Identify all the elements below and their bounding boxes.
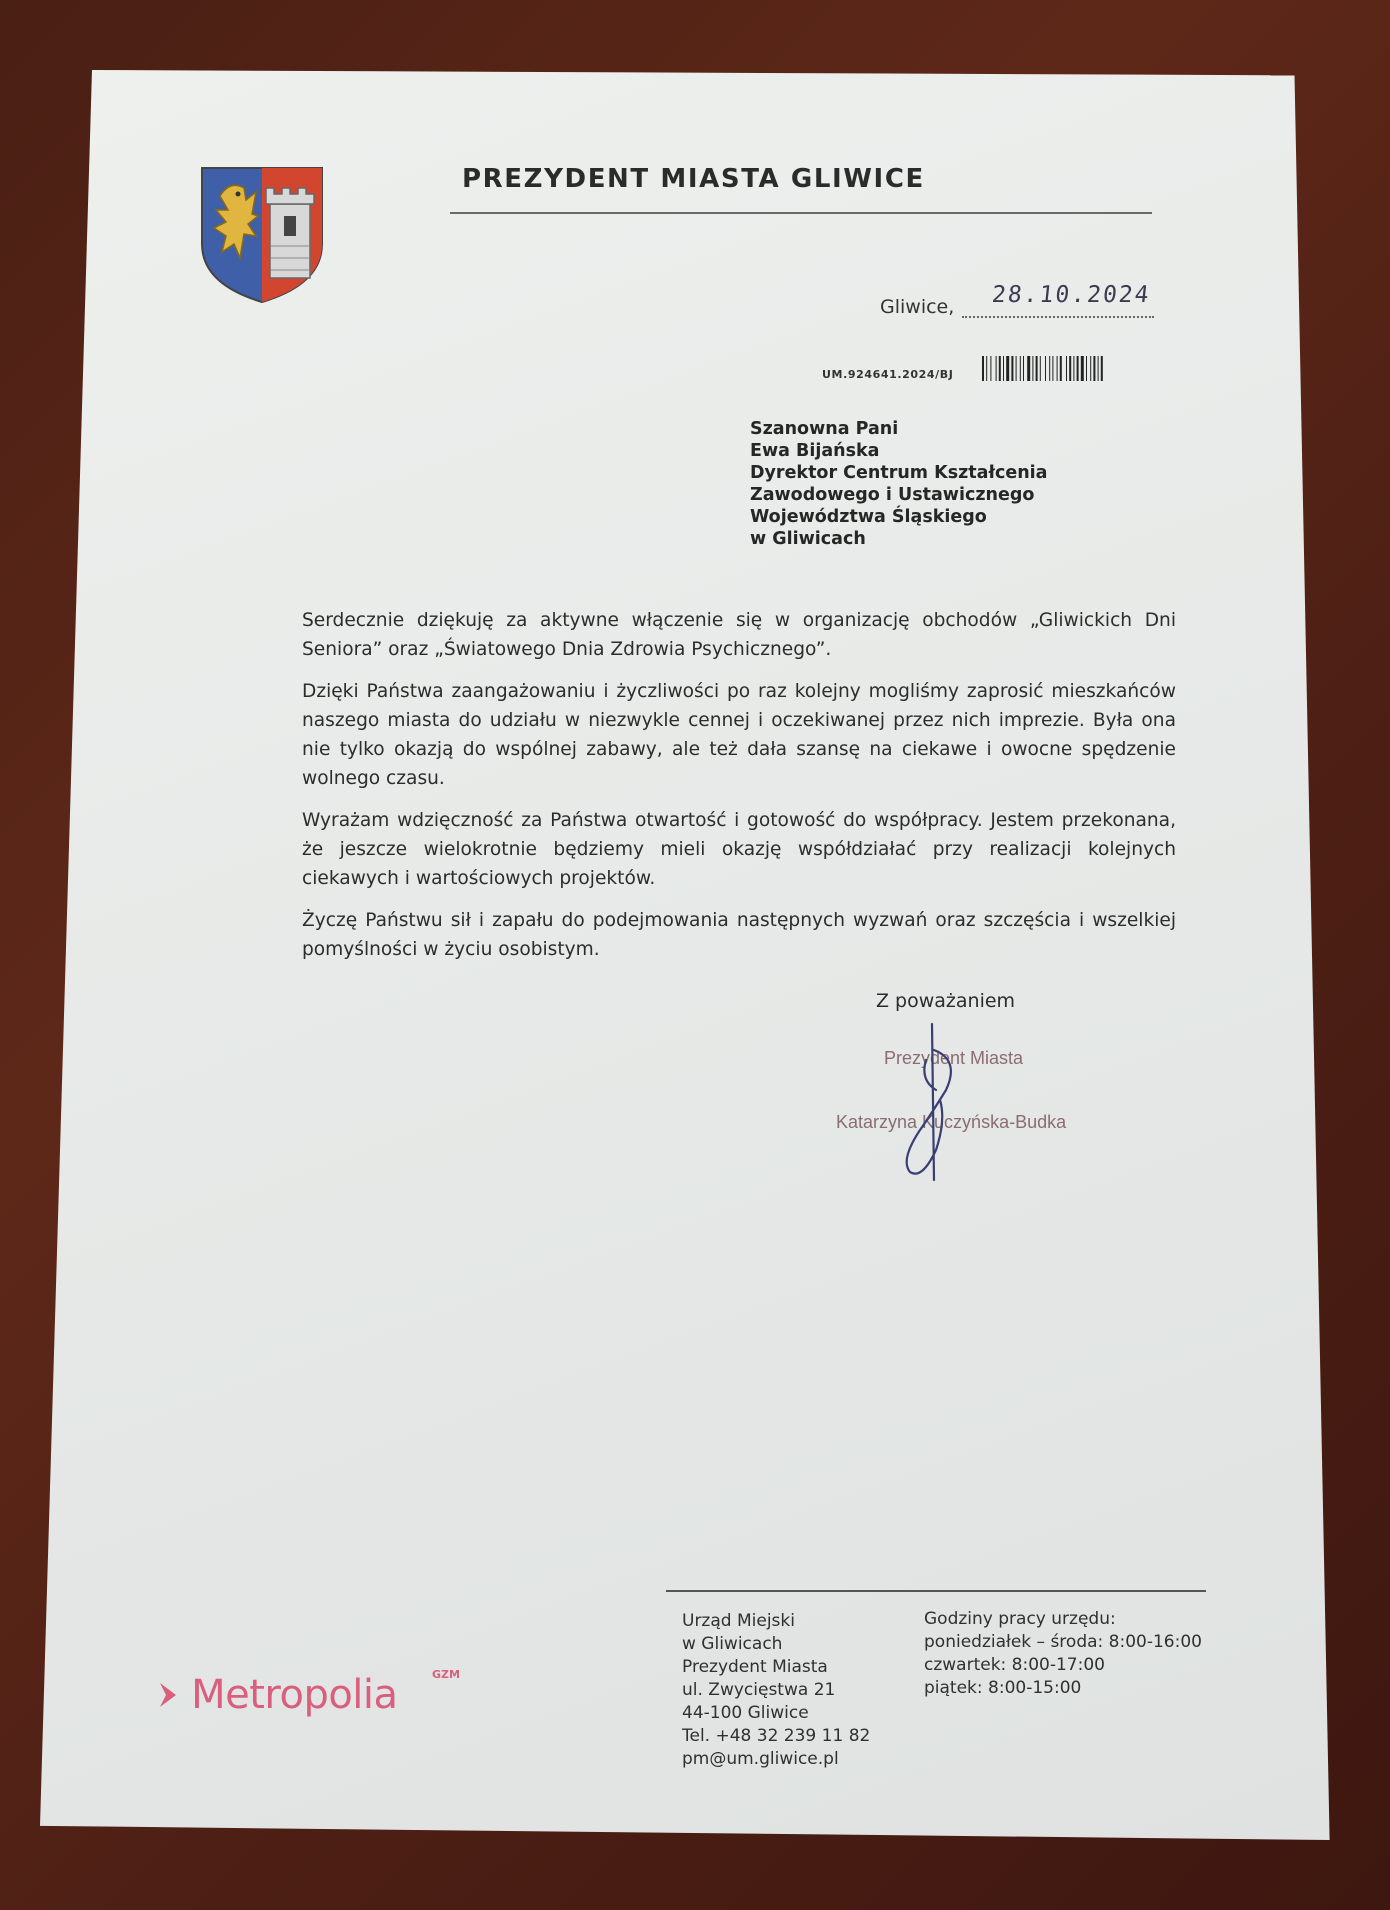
coat-of-arms-icon bbox=[200, 166, 324, 304]
footer-address-line: w Gliwicach bbox=[682, 1634, 783, 1654]
closing-salutation: Z poważaniem bbox=[876, 990, 1016, 1012]
office-hours-line: czwartek: 8:00-17:00 bbox=[924, 1655, 1105, 1675]
logo-text: Metropolia bbox=[191, 1672, 398, 1718]
signatory-role: Prezydent Miasta bbox=[884, 1048, 1024, 1068]
date-value: 28.10.2024 bbox=[990, 282, 1152, 308]
recipient-line: Zawodowego i Ustawicznego bbox=[750, 485, 1035, 505]
letterhead-title: PREZYDENT MIASTA GLIWICE bbox=[462, 164, 925, 194]
logo-superscript: GZM bbox=[432, 1668, 460, 1681]
body-paragraph: Życzę Państwu sił i zapału do podejmowania następnych wyzwań oraz szczęścia i wszelkiej pomyślności w życiu osobistym. bbox=[302, 910, 1176, 960]
office-hours bbox=[924, 1608, 1202, 1700]
footer-email: pm@um.gliwice.pl bbox=[682, 1749, 839, 1769]
body-paragraph: Wyrażam wdzięczność za Państwa otwartość i gotowość do współpracy. Jestem przekonana, że jeszcze wielokrotnie będziemy mieli okazję współdziałać przy realizacji kolejnych ciekawych i wartościowych projektów. bbox=[302, 810, 1176, 889]
footer-address-line: ul. Zwycięstwa 21 bbox=[682, 1680, 836, 1700]
recipient-address bbox=[750, 418, 1047, 550]
footer-address-line: 44-100 Gliwice bbox=[682, 1703, 809, 1723]
footer-address bbox=[682, 1610, 870, 1771]
office-hours-title: Godziny pracy urzędu: bbox=[924, 1609, 1116, 1629]
recipient-line: Szanowna Pani bbox=[750, 419, 899, 439]
metropolia-logo bbox=[156, 1668, 460, 1718]
body-paragraph: Dzięki Państwa zaangażowaniu i życzliwości po raz kolejny mogliśmy zaprosić mieszkańców naszego miasta do udziału w niezwykle cennej i oczekiwanej przez nich imprezie. Była ona nie tylko okazją do wspólnej zabawy, ale też dała szansę na ciekawe i owocne spędzenie wolnego czasu. bbox=[302, 681, 1176, 789]
recipient-line: Województwa Śląskiego bbox=[750, 507, 987, 527]
footer-address-line: Prezydent Miasta bbox=[682, 1657, 828, 1677]
handwritten-signature bbox=[890, 1020, 970, 1190]
body-paragraph: Serdecznie dziękuję za aktywne włączenie się w organizację obchodów „Gliwickich Dni Seniora” oraz „Światowego Dnia Zdrowia Psychicznego”. bbox=[302, 610, 1176, 660]
chevron-right-icon bbox=[156, 1679, 182, 1711]
barcode-icon bbox=[982, 356, 1140, 381]
recipient-line: Dyrektor Centrum Kształcenia bbox=[750, 463, 1048, 483]
footer-phone: Tel. +48 32 239 11 82 bbox=[682, 1726, 871, 1746]
footer-divider bbox=[666, 1590, 1206, 1592]
signatory-name: Katarzyna Kuczyńska-Budka bbox=[836, 1112, 1067, 1132]
letter-body bbox=[302, 606, 1176, 977]
recipient-line: Ewa Bijańska bbox=[750, 441, 880, 461]
reference-number: UM.924641.2024/BJ bbox=[822, 368, 954, 381]
date-label: Gliwice, bbox=[880, 296, 955, 318]
office-hours-line: poniedziałek – środa: 8:00-16:00 bbox=[924, 1632, 1202, 1652]
recipient-line: w Gliwicach bbox=[750, 529, 866, 549]
office-hours-line: piątek: 8:00-15:00 bbox=[924, 1678, 1082, 1698]
title-divider bbox=[450, 212, 1152, 214]
footer-address-line: Urząd Miejski bbox=[682, 1611, 795, 1631]
